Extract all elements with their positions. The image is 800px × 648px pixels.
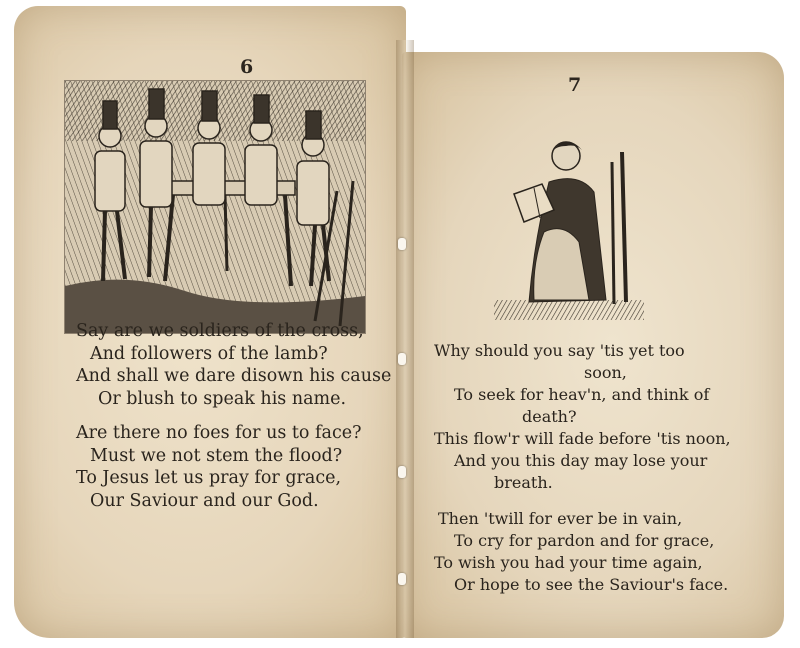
reader-woodcut (494, 122, 644, 320)
poem-line: soon, (584, 363, 627, 382)
poem-line: And you this day may lose your (454, 451, 708, 470)
stitch-hole (398, 238, 406, 250)
soldiers-woodcut (64, 80, 366, 334)
poem-line: Then 'twill for ever be in vain, (438, 509, 683, 528)
poem-line: To Jesus let us pray for grace, (76, 468, 342, 488)
poem-line: To seek for heav'n, and think of (454, 385, 710, 404)
poem-line: Or blush to speak his name. (98, 388, 347, 409)
poem-line: death? (522, 407, 577, 426)
left-page-poem (76, 320, 391, 512)
poem-line: And shall we dare disown his cause (76, 366, 392, 386)
poem-line: breath. (494, 473, 553, 492)
left-page-number: 6 (240, 56, 254, 78)
poem-line: This flow'r will fade before 'tis noon, (434, 429, 731, 448)
poem-line: Or hope to see the Saviour's face. (454, 575, 729, 594)
stitch-hole (398, 353, 406, 365)
poem-line: Are there no foes for us to face? (76, 423, 362, 443)
poem-line: To wish you had your time again, (434, 553, 703, 572)
poem-line: Must we not stem the flood? (90, 445, 343, 466)
poem-line: Say are we soldiers of the cross, (76, 321, 364, 341)
stitch-hole (398, 466, 406, 478)
poem-line: To cry for pardon and for grace, (454, 531, 715, 550)
poem-line: Why should you say 'tis yet too (434, 341, 685, 360)
poem-line: Our Saviour and our God. (90, 490, 319, 511)
right-page-number: 7 (568, 74, 582, 96)
stitch-hole (398, 573, 406, 585)
right-page-poem (434, 340, 731, 596)
poem-line: And followers of the lamb? (90, 343, 328, 364)
book-gutter (396, 40, 414, 638)
